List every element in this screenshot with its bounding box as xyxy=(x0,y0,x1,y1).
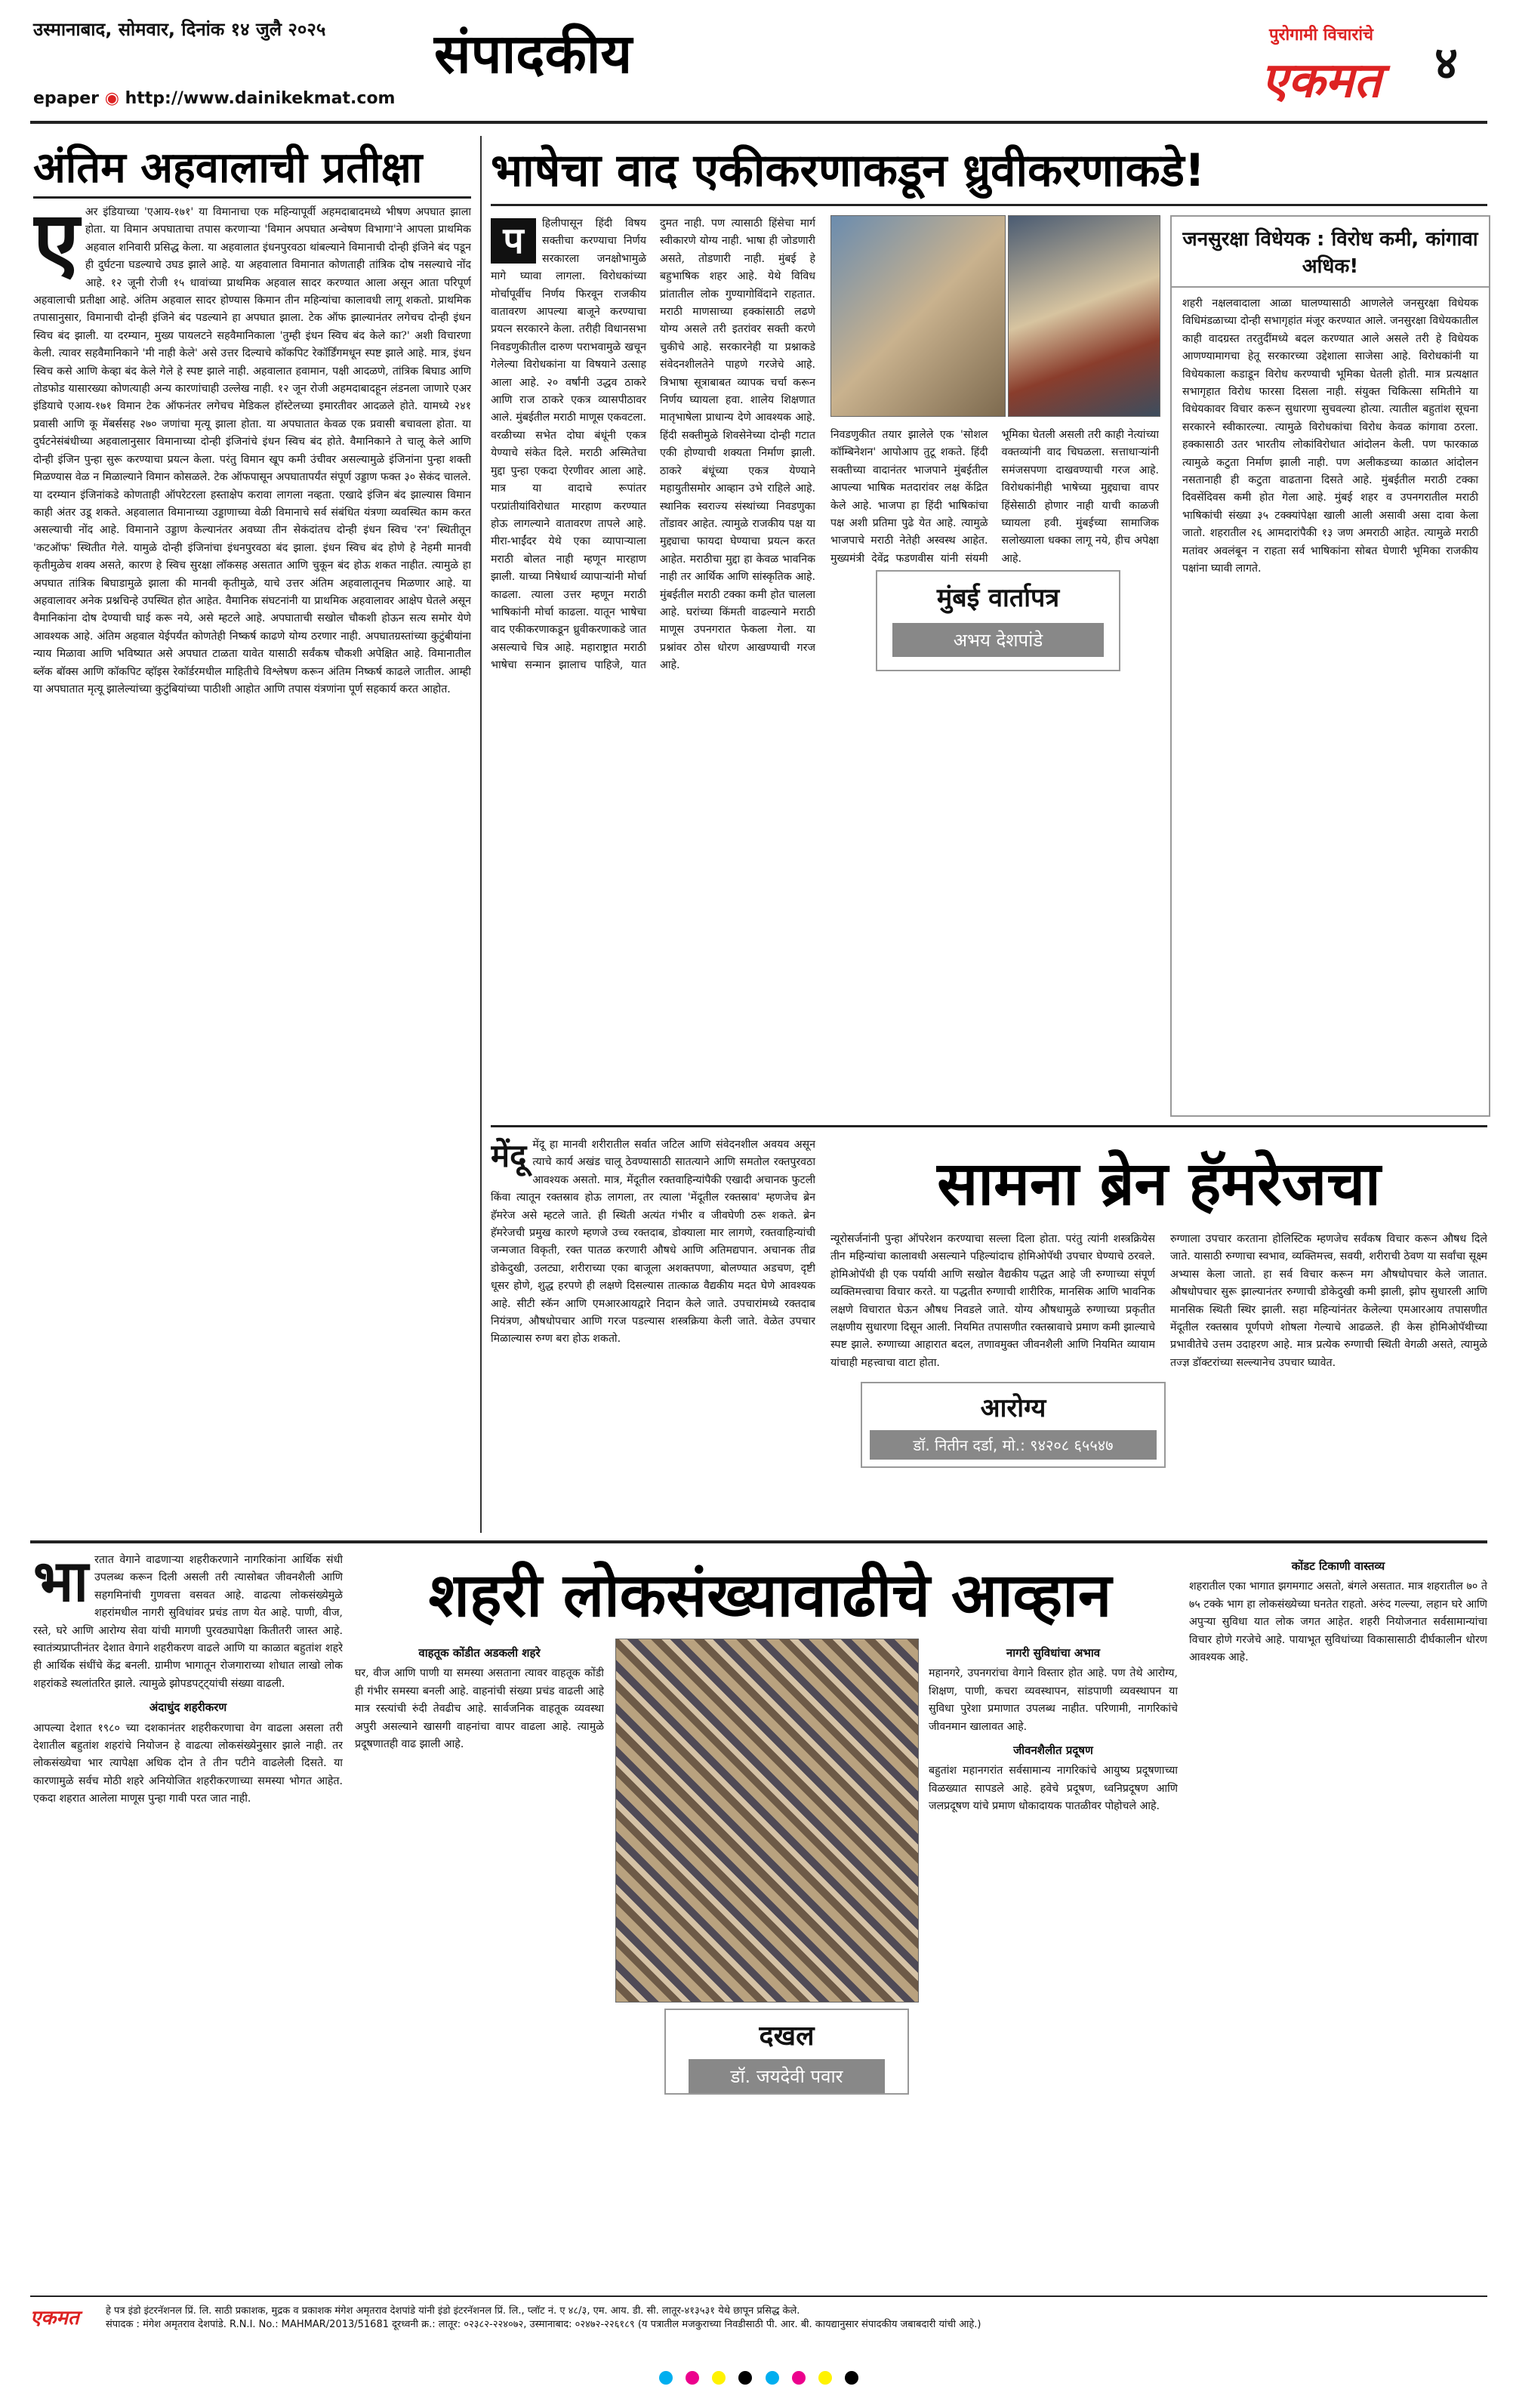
footer-rule xyxy=(30,2295,1487,2297)
article2-body xyxy=(491,215,815,1114)
article3-box xyxy=(1170,215,1490,1117)
classroom-photo xyxy=(830,215,1006,417)
epaper-label: epaper xyxy=(33,89,100,108)
article5-body-mid xyxy=(355,1639,604,2292)
article2-column-author: अभय देशपांडे xyxy=(892,623,1104,657)
article3-text: शहरी नक्षलवादाला आळा घालण्यासाठी आणलेले जनसुरक्षा विधेयक विधिमंडळाच्या दोन्ही सभागृहांत मंजूर करण्यात आले. जनसुरक्षा विधेयकातील काही वादग्रस्त तरतुदींमध्ये बदल करण्यात आले असले तरी हे विधेयक आणण्यामागचा हेतू सरकारच्या उद्देशाला साजेसा आहे. विरोधकांनी या विधेयकाला कडाडून विरोध करण्याची भूमिका घेतली होती. मात्र प्रत्यक्षात सभागृहात विरोध फारसा दिसला नाही. संयुक्त चिकित्सा समितीने या विधेयकावर विचार करून सुधारणा सुचवल्या होत्या. त्यातील बहुतांश सूचना सरकारने स्वीकारल्या. त्यामुळे विरोधकांचा विरोध केवळ कांगावा ठरला. हक्कासाठी उतर भारतीय लोकांविरोधात आंदोलन केली. पण फारकाळ त्यामुळे कटुता निर्माण झाली नाही. पण अलीकडच्या काळात आंदोलन नसतानाही ही कटुता वाढताना दिसते आहे. मुंबईतील मराठी टक्का दिवसेंदिवस कमी होत गेला आहे. मुंबई शहर व उपनगरातील मराठी भाषिकांची संख्या ३५ टक्क्यांपेक्षा खाली आली असावी असा दावा केला जातो. शहरातील २६ आमदारांपैकी १३ जण अमराठी आहेत. त्यामुळे मराठी मतांवर अवलंबून न राहता सर्व भाषिकांना सोबत घेणारी भूमिका राजकीय पक्षांना घ्यावी लागते. xyxy=(1182,298,1478,575)
color-registration-bar xyxy=(30,2371,1487,2388)
article2-dropcap: प xyxy=(491,218,536,264)
article1-text: अर इंडियाच्या 'एआय-१७१' या विमानाचा एक महिन्यापूर्वी अहमदाबादमध्ये भीषण अपघात झाला होता. या विमान अपघाताचा तपास करणाऱ्या 'विमान अपघात अन्वेषण विभागा'ने आपला प्राथमिक अहवाल शनिवारी प्रसिद्ध केला. या अहवालात इंधनपुरवठा थांबल्याने विमानाची दोन्ही इंजिने बंद पडून ही दुर्घटना घडल्याचे उघड झाले आहे. या अहवालात विमानात कोणताही तांत्रिक दोष नसल्याचे नोंद आहे. १२ जूनी रोजी १५ धावांच्या प्राथमिक अहवाल सादर करण्यात आला असून आता परिपूर्ण अहवालाची प्रतीक्षा आहे. अंतिम अहवाल सादर होण्यास किमान तीन महिन्यांचा कालावधी लागू शकतो. प्राथमिक तपासानुसार, विमानाची दोन्ही इंजिने बंद पडल्याने हा अपघात झाला. टेक ऑफ झाल्यानंतर लगेचच दोन्ही इंधन स्विच बंद झाली. या दरम्यान, मुख्य पायलटने सहवैमानिकाला 'तुम्ही इंधन स्विच बंद केले का?' अशी विचारणा केली. त्यावर सहवैमानिकाने 'मी नाही केले' असे उत्तर दिल्याचे कॉकपिट रेकॉर्डिंगमधून स्पष्ट झाले आहे. मात्र, इंधन स्विच कसे आणि केव्हा बंद केले गेले हे स्पष्ट झाले नाही. अहवालात हवामान, पक्षी आदळणे, तांत्रिक बिघाड आणि तोडफोड यासारख्या कोणत्याही अन्य कारणांचाही उल्लेख नाही. १२ जून रोजी अहमदाबादहून लंडनला जाणारे एअर इंडियाचे एआय-१७१ विमान टेक ऑफनंतर लगेचच मेडिकल हॉस्टेलच्या इमारतीवर आदळले होते. यामध्ये २४१ प्रवासी आणि कू मेंबर्ससह २७० जणांचा मृत्यू झाला होता. या अपघातात केवळ एक प्रवासी बचावला होता. या दुर्घटनेसंबंधीच्या अहवालानुसार विमानाच्या दोन्ही इंजिनांचे इंधन स्विच बंद होते. वैमानिकाने ते चालू केले आणि दोन्ही इंजिन पुन्हा सुरू करण्याचा प्रयत्न केला. परंतु विमान खूप कमी उंचीवर असल्यामुळे इंजिनांना पुन्हा शक्ती मिळण्यास वेळ न मिळाल्याने विमान कोसळले. टेक ऑफपासून अपघातापर्यंत संपूर्ण उड्डाण फक्त ३० सेकंद चालले. या दरम्यान इंजिनांकडे कोणताही ऑपरेटरला हस्ताक्षेप करावा लागला नव्हता. एखादे इंजिन बंद झाल्यास विमान काही अंतर उडू शकते. अहवालात विमानाच्या उड्डाणाच्या वेळी विमानाचे सर्व संबंधित यंत्रणा व्यवस्थित काम करत असल्याची नोंद आहे. विमानाने उड्डाण केल्यानंतर अवघ्या तीन सेकंदांतच दोन्ही इंधन स्विच 'रन' स्थितीतून 'कटऑफ' स्थितीत गेले. यामुळे दोन्ही इंजिनांचा इंधनपुरवठा बंद झाला. इंधन स्विच बंद होणे हे नेहमी मानवी कृतीमुळेच शक्य असते, कारण हे स्विच सुरक्षा लॉकसह असतात आणि चुकून बंद होऊ शकत नाहीत. त्यामुळे हा अपघात तांत्रिक बिघाडामुळे झाला की मानवी कृतीमुळे, याचे उत्तर अंतिम अहवालातूनच मिळणार आहे. या अहवालावर अनेक प्रश्नचिन्हे उपस्थित होत आहेत. वैमानिक संघटनांनी या प्राथमिक अहवालावर आक्षेप घेतले असून वैमानिकांना दोष देण्याची घाई करू नये, असे म्हटले आहे. अपघाताची सखोल चौकशी होऊन सत्य समोर येणे आवश्यक आहे. अंतिम अहवाल येईपर्यंत कोणतेही निष्कर्ष काढणे योग्य ठरणार नाही. अपघातग्रस्तांच्या कुटुंबीयांना न्याय मिळावा आणि भविष्यात असे अपघात टाळता यावेत यासाठी सर्वंकष चौकशी अपेक्षित आहे. विमानातील ब्लॅक बॉक्स आणि कॉकपिट व्हॉइस रेकॉर्डरमधील माहितीचे विश्लेषण करून अंतिम निष्कर्ष काढले जातील. आम्ही या अपघातात मृत्यू झालेल्यांच्या कुटुंबियांच्या पाठीशी आहोत आणि तपास यंत्रणांना पूर्ण सहकार्य करत आहोत. xyxy=(33,206,471,695)
article2-column-text: निवडणुकीत तयार झालेले एक 'सोशल कॉम्बिनेशन' आपोआप तुटू शकते. हिंदी सक्तीच्या वादानंतर भाजपाने मुंबईतील आपल्या भाषिक मतदारांवर लक्ष केंद्रित केले आहे. भाजपा हा हिंदी भाषिकांचा पक्ष अशी प्रतिमा पुढे येत आहे. त्यामुळे भाजपाचे मराठी नेतेही अस्वस्थ आहेत. मुख्यमंत्री देवेंद्र फडणवीस यांनी संयमी भूमिका घेतली असली तरी काही नेत्यांच्या वक्तव्यांनी वाद चिघळला. सत्ताधाऱ्यांनी समंजसपणा दाखवण्याची गरज आहे. विरोधकांनीही भाषेच्या मुद्द्याचा वापर हिंसेसाठी होणार नाही याची काळजी घ्यायला हवी. मुंबईच्या सामाजिक सलोख्याला धक्का लागू नये, हीच अपेक्षा आहे. xyxy=(830,429,1159,565)
article5-subhead-1: अंदाधुंद शहरीकरण xyxy=(149,1700,227,1715)
black-dot xyxy=(845,2371,858,2385)
article2-body-right xyxy=(830,427,1159,1114)
article4-text-3: रुग्णाला उपचार करताना होलिस्टिक म्हणजेच सर्वंकष विचार करून औषध दिले जाते. यासाठी रुग्णाचा स्वभाव, व्यक्तिमत्त्व, सवयी, शरीराची ठेवण या सर्वांचा सूक्ष्म अभ्यास केला जातो. हा सर्व विचार करून मग औषधोपचार केले जातात. औषधोपचार सुरू झाल्यानंतर रुग्णाची डोकेदुखी कमी झाली, झोप सुधारली आणि मानसिक स्थिती स्थिर झाली. सहा महिन्यांनंतर केलेल्या एमआरआय तपासणीत मेंदूतील रक्तस्राव पूर्णपणे शोषला गेल्याचे आढळले. ही केस होमिओपॅथीच्या प्रभावीतेचे उत्तम उदाहरण आहे. मात्र प्रत्येक रुग्णाची स्थिती वेगळी असते, त्यामुळे तज्ज्ञ डॉक्टरांच्या सल्ल्यानेच उपचार घ्यावेत. xyxy=(1170,1233,1487,1369)
article1-rule xyxy=(33,196,471,199)
article5-subhead-3: नागरी सुविधांचा अभाव xyxy=(1006,1646,1101,1660)
yellow-dot xyxy=(818,2371,832,2385)
article2-column-title: मुंबई वार्तापत्र xyxy=(936,583,1060,613)
globe-icon: ◉ xyxy=(104,89,119,108)
article5-text-d: महानगरे, उपनगरांचा वेगाने विस्तार होत आहे. पण तेथे आरोग्य, शिक्षण, पाणी, कचरा व्यवस्थापन, सांडपाणी व्यवस्थापन या सुविधा पुरेशा प्रमाणात उपलब्ध नाहीत. परिणामी, नागरिकांचे जीवनमान खालावत आहे. xyxy=(929,1667,1178,1733)
mid-rule xyxy=(491,1125,1487,1127)
article5-column-title: दखल xyxy=(759,2021,815,2052)
article3-title: जनसुरक्षा विधेयक : विरोध कमी, कांगावा अधिक! xyxy=(1172,217,1489,288)
article5-text: रतात वेगाने वाढणाऱ्या शहरीकरणाने नागरिकांना आर्थिक संधी उपलब्ध करून दिली असली तरी त्यासोबत जीवनशैली आणि सहगमिनांची गुणवत्ता वसवत आहे. वाढत्या लोकसंख्येमुळे शहरांमधील नागरी सुविधांवर प्रचंड ताण येत आहे. पाणी, वीज, रस्ते, घरे आणि आरोग्य सेवा यांची मागणी पुरवठ्यापेक्षा कितीतरी जास्त आहे. स्वातंत्र्यप्राप्तीनंतर देशात वेगाने शहरीकरण वाढले आणि या काळात बहुतांश शहरे ही आर्थिक संधींचे केंद्र बनली. ग्रामीण भागातून रोजगाराच्या शोधात लाखो लोक शहरांकडे स्थलांतरित झाले. त्यामुळे झोपडपट्ट्यांची संख्या वाढली. xyxy=(33,1554,343,1690)
article5-column-author: डॉ. जयदेवी पवार xyxy=(689,2059,885,2093)
article5-subhead-5: कोंडट टिकाणी वास्तव्य xyxy=(1291,1559,1385,1573)
crowd-photo xyxy=(615,1639,919,2003)
article1-body xyxy=(33,204,471,1518)
cyan-dot xyxy=(659,2371,673,2385)
article2-headline: भाषेचा वाद एकीकरणाकडून ध्रुवीकरणाकडे! xyxy=(491,144,1206,197)
footer-brand: एकमत xyxy=(30,2307,79,2329)
masthead-rule xyxy=(30,121,1487,124)
brand-logo xyxy=(1223,23,1419,121)
epaper-url: http://www.dainikekmat.com xyxy=(125,89,396,108)
epaper-link[interactable] xyxy=(33,89,426,108)
lower-rule xyxy=(30,1540,1487,1543)
brand-tagline: पुरोगामी विचारांचे xyxy=(1268,26,1374,45)
magenta-dot xyxy=(792,2371,806,2385)
page-number: ४ xyxy=(1434,37,1459,90)
article5-text-e: बहुतांश महानगरांत सर्वसामान्य नागरिकांचे आयुष्य प्रदूषणाच्या विळख्यात सापडले आहे. हवेचे प्रदूषण, ध्वनिप्रदूषण आणि जलप्रदूषण यांचे प्रमाण धोकादायक पातळीवर पोहोचले आहे. xyxy=(929,1765,1178,1813)
article5-dropcap: भा xyxy=(33,1552,89,1614)
cyan-dot xyxy=(766,2371,779,2385)
magenta-dot xyxy=(686,2371,699,2385)
article5-subhead-4: जीवनशैलीत प्रदूषण xyxy=(1013,1744,1093,1758)
brand-name: एकमत xyxy=(1261,53,1382,109)
article5-body-left xyxy=(33,1552,343,2292)
column-divider-1 xyxy=(480,136,482,1533)
article5-subhead-2: वाहतूक कोंडीत अडकली शहरे xyxy=(418,1646,541,1660)
yellow-dot xyxy=(712,2371,726,2385)
article5-text-b: आपल्या देशात १९८० च्या दशकानंतर शहरीकरणाचा वेग वाढला असला तरी देशातील बहुतांश शहरांचे नियोजन हे वाढत्या लोकसंख्येनुसार झाले नाही. तर लोकसंख्येचा भार त्यापेक्षा अधिक दोन ते तीन पटीने वाढलेली दिसते. या कारणामुळे सर्वच मोठी शहरे अनियोजित शहरीकरणाच्या समस्या भोगत आहेत. एकदा शहरात आलेला माणूस पुन्हा गावी परत जात नाही. xyxy=(33,1722,343,1805)
article5-column-box xyxy=(664,2009,909,2095)
article4-text: मेंदू हा मानवी शरीरातील सर्वात जटिल आणि संवेदनशील अवयव असून त्याचे कार्य अखंड चालू ठेवण्यासाठी सातत्याने आणि समतोल रक्तपुरवठा आवश्यक असतो. मात्र, मेंदूतील रक्तवाहिन्यांपैकी एखादी अचानक फुटली किंवा त्यातून रक्तस्राव होऊ लागला, तर त्याला 'मेंदूतील रक्तस्राव' म्हणजेच ब्रेन हॅमरेज असे म्हटले जाते. ही स्थिती अत्यंत गंभीर व जीवघेणी ठरू शकते. ब्रेन हॅमरेजची प्रमुख कारणे म्हणजे उच्च रक्तदाब, डोक्याला मार लागणे, रक्तवाहिन्यांची जन्मजात विकृती, रक्त पातळ करणारी औषधे आणि अतिमद्यपान. अचानक तीव्र डोकेदुखी, उलट्या, शरीराच्या एका बाजूला अशक्तपणा, बोलण्यात अडचण, दृष्टी धूसर होणे, शुद्ध हरपणे ही लक्षणे दिसल्यास तात्काळ वैद्यकीय मदत घेणे आवश्यक आहे. सीटी स्कॅन आणि एमआरआयद्वारे निदान केले जाते. उपचारांमध्ये रक्तदाब नियंत्रण, औषधोपचार आणि गरज पडल्यास शस्त्रक्रिया केली जाते. वेळेत उपचार मिळाल्यास रुग्ण बरा होऊ शकतो. xyxy=(491,1139,815,1346)
article5-headline: शहरी लोकसंख्यावाढीचे आव्हान xyxy=(428,1560,1112,1630)
article2-text: हिलीपासून हिंदी विषय सक्तीचा करण्याचा निर्णय सरकारला जनक्षोभामुळे मागे घ्यावा लागला. विरोधकांच्या मोर्चापूर्वीच निर्णय फिरवून राजकीय वातावरण आपल्या बाजूने करण्याचा प्रयत्न सरकारने केला. तरीही विधानसभा निवडणुकीतील दारुण पराभवामुळे खचून गेलेल्या विरोधकांना या विषयाने उत्साह आला आहे. २० वर्षांनी उद्धव ठाकरे आणि राज ठाकरे एकत्र व्यासपीठावर आले. मुंबईतील मराठी माणूस एकवटला. वरळीच्या सभेत दोघा बंधूंनी एकत्र येण्याचे संकेत दिले. मराठी अस्मितेचा मुद्दा पुन्हा एकदा ऐरणीवर आला आहे. मात्र या वादाचे रूपांतर परप्रांतीयांविरोधात मारहाण करण्यात होऊ लागल्याने वातावरण तापले आहे. मीरा-भाईंदर येथे एका व्यापाऱ्याला मराठी बोलत नाही म्हणून मारहाण झाली. याच्या निषेधार्थ व्यापाऱ्यांनी मोर्चा काढला. त्याला उत्तर म्हणून मराठी भाषिकांनी मोर्चा काढला. यातून भाषेचा वाद एकीकरणाकडून ध्रुवीकरणाकडे जात असल्याचे चित्र आहे. महाराष्ट्रात मराठी भाषेचा सन्मान झालाच पाहिजे, यात दुमत नाही. पण त्यासाठी हिंसेचा मार्ग स्वीकारणे योग्य नाही. भाषा ही जोडणारी असते, तोडणारी नाही. मुंबई हे बहुभाषिक शहर आहे. येथे विविध प्रांतातील लोक गुण्यागोविंदाने राहतात. मराठी माणसाच्या हक्कांसाठी लढणे योग्य असले तरी इतरांवर सक्ती करणे चुकीचे आहे. सरकारनेही या प्रश्नाकडे संवेदनशीलतेने पाहणे गरजेचे आहे. त्रिभाषा सूत्राबाबत व्यापक चर्चा करून निर्णय घ्यायला हवा. शालेय शिक्षणात मातृभाषेला प्राधान्य देणे आवश्यक आहे. हिंदी सक्तीमुळे शिवसेनेच्या दोन्ही गटात एकी होण्याची शक्यता निर्माण झाली. ठाकरे बंधूंच्या एकत्र येण्याने महायुतीसमोर आव्हान उभे राहिले आहे. स्थानिक स्वराज्य संस्थांच्या निवडणुका तोंडावर आहेत. त्यामुळे राजकीय पक्ष या मुद्द्याचा फायदा घेण्याचा प्रयत्न करत आहेत. मराठीचा मुद्दा हा केवळ भावनिक नाही तर आर्थिक आणि सांस्कृतिक आहे. मुंबईतील मराठी टक्का कमी होत चालला आहे. घरांच्या किंमती वाढल्याने मराठी माणूस उपनगरात फेकला गेला. या प्रश्नांवर ठोस धोरण आखण्याची गरज आहे. xyxy=(491,217,815,672)
article5-text-c: घर, वीज आणि पाणी या समस्या असताना त्यावर वाहतूक कोंडी ही गंभीर समस्या बनली आहे. वाहनांची संख्या प्रचंड वाढली आहे मात्र रस्त्यांची रुंदी तेवढीच आहे. सार्वजनिक वाहतूक व्यवस्था अपुरी असल्याने खासगी वाहनांचा वापर वाढला आहे. त्यामुळे प्रदूषणातही वाढ झाली आहे. xyxy=(355,1667,604,1751)
article4-body-right xyxy=(1170,1231,1487,1529)
date-line: उस्मानाबाद, सोमवार, दिनांक १४ जुलै २०२५ xyxy=(33,19,326,40)
article5-body-right xyxy=(929,1639,1178,2292)
article1-headline: अंतिम अहवालाची प्रतीक्षा xyxy=(33,143,423,193)
article2-rule xyxy=(491,204,1487,206)
footer-line-1: हे पत्र इंडो इंटरनॅशनल प्रिं. लि. साठी प्रकाशक, मुद्रक व प्रकाशक मंगेश अमृतराव देशपांडे यांनी इंडो इंटरनॅशनल प्रिं. लि., प्लॉट नं. ए ४८/३, एम. आय. डी. सी. लातूर-४१३५३१ येथे छापून प्रसिद्ध केले. xyxy=(106,2305,800,2317)
article4-column-box xyxy=(861,1382,1166,1468)
article4-body-left xyxy=(491,1136,815,1529)
black-dot xyxy=(738,2371,752,2385)
article4-dropcap: मेंदू xyxy=(491,1137,527,1174)
article4-body-mid xyxy=(830,1231,1155,1529)
article5-text-f: शहरातील एका भागात झगमगाट असतो, बंगले असतात. मात्र शहरातील ७० ते ७५ टक्के भाग हा लोकसंख्येच्या घनतेत राहतो. अरुंद गल्ल्या, लहान घरे आणि अपुऱ्या सुविधा यात लोक जगत आहेत. शहरी नियोजनात सर्वसामान्यांचा विचार होणे गरजेचे आहे. पायाभूत सुविधांच्या विकासासाठी दीर्घकालीन धोरण आवश्यक आहे. xyxy=(1189,1580,1487,1664)
article4-column-author: डॉ. नितीन दर्डा, मो.: ९४२०८ ६५५४७ xyxy=(870,1430,1157,1460)
imprint xyxy=(30,2303,1487,2356)
article1-dropcap: ए xyxy=(33,204,79,290)
article4-column-title: आरोग्य xyxy=(980,1393,1046,1423)
article3-body xyxy=(1172,288,1489,1133)
article4-headline: सामना ब्रेन हॅमरेजचा xyxy=(937,1149,1381,1219)
article2-column-box xyxy=(876,570,1120,671)
section-title: संपादकीय xyxy=(434,22,633,85)
article4-text-2: न्यूरोसर्जनांनी पुन्हा ऑपरेशन करण्याचा सल्ला दिला होता. परंतु त्यांनी शस्त्रक्रियेस तीन महिन्यांचा कालावधी असल्याने पहिल्यांदाच होमिओपॅथी उपचार घेण्याचे ठरवले. होमिओपॅथी ही एक पर्यायी आणि सखोल वैद्यकीय पद्धत आहे जी रुग्णाच्या संपूर्ण व्यक्तिमत्त्वाचा विचार करते. या पद्धतीत रुग्णाची शारीरिक, मानसिक आणि भावनिक लक्षणे विचारात घेऊन औषध निवडले जाते. योग्य औषधामुळे रुग्णाच्या प्रकृतीत लक्षणीय सुधारणा दिसून आली. नियमित तपासणीत रक्तस्रावाचे प्रमाण कमी झाल्याचे स्पष्ट झाले. रुग्णाच्या आहारात बदल, तणावमुक्त जीवनशैली आणि नियमित व्यायाम यांचाही महत्त्वाचा वाटा होता. xyxy=(830,1233,1155,1369)
politician-photo xyxy=(1008,215,1160,417)
article5-body-far-right xyxy=(1189,1552,1487,2292)
footer-line-2: संपादक : मंगेश अमृतराव देशपांडे. R.N.I. No.: MAHMAR/2013/51681 दूरध्वनी क्र.: लातूर: ०२३८२-२२४०७२, उस्मानाबाद: ०२४७२-२२६१८९ (य पत्रातील मजकुराच्या निवडीसाठी पी. आर. बी. कायद्यानुसार संपादकीय जबाबदारी यांची आहे.) xyxy=(106,2319,981,2330)
